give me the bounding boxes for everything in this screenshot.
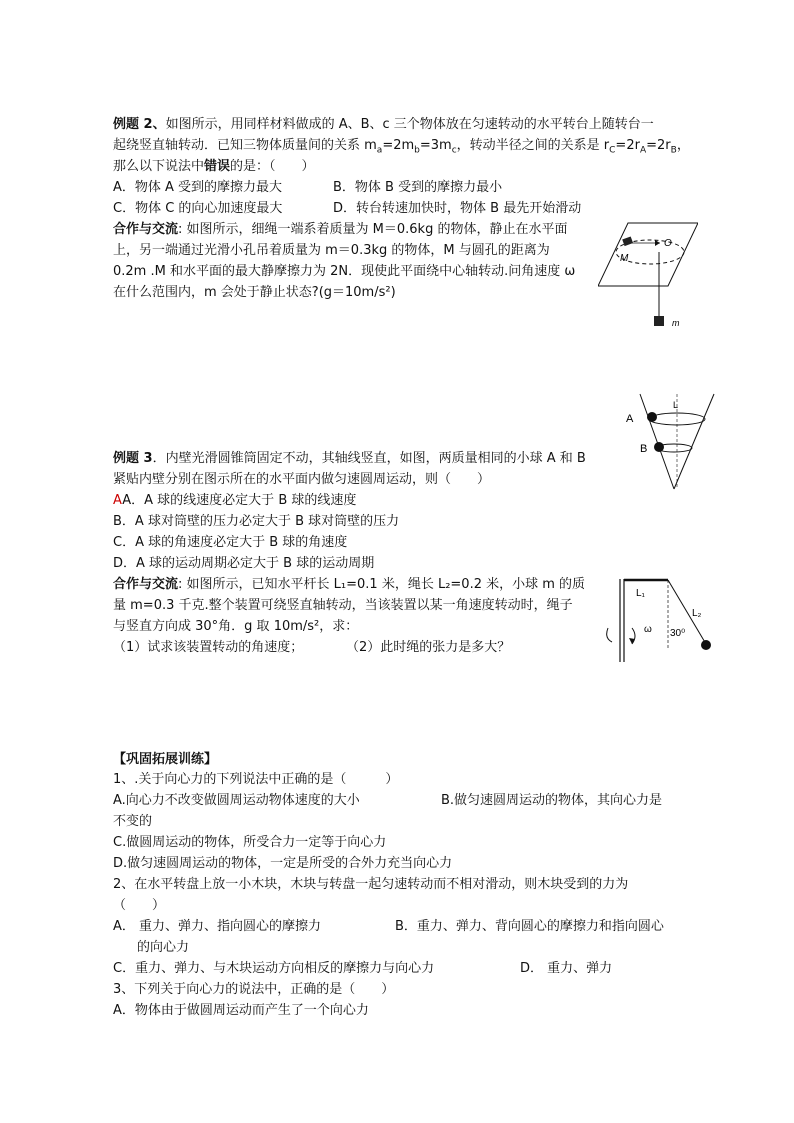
coop1-line2: 上，另一端通过光滑小孔吊着质量为 m＝0.3kg 的物体，M 与圆孔的距离为 bbox=[113, 243, 550, 258]
label-M: M bbox=[620, 253, 629, 264]
coop1-line4: 在什么范围内，m 会处于静止状态?(g＝10m/s²) bbox=[113, 285, 396, 300]
drill-q2-option-d: D． 重力、弹力 bbox=[520, 961, 613, 976]
label-L: L bbox=[673, 400, 679, 410]
example3-title: 例题 3 bbox=[113, 451, 153, 466]
example2-option-d: D．转台转速加快时，物体 B 最先开始滑动 bbox=[333, 201, 582, 216]
figure-cone bbox=[624, 392, 724, 492]
example3-option-d: D．A 球的运动周期必定大于 B 球的运动周期 bbox=[113, 556, 375, 571]
drill-q1-option-b-cont: 不变的 bbox=[113, 814, 153, 829]
coop2-line2: 量 m=0.3 千克.整个装置可绕竖直轴转动，当该装置以某一角速度转动时，绳子 bbox=[113, 598, 573, 613]
example2-option-a: A．物体 A 受到的摩擦力最大 bbox=[113, 180, 283, 195]
drill-q2-option-c: C．重力、弹力、与木块运动方向相反的摩擦力与向心力 bbox=[113, 961, 435, 976]
label-angle: 30⁰ bbox=[670, 628, 686, 639]
example2-option-b: B．物体 B 受到的摩擦力最小 bbox=[333, 180, 503, 195]
example3-line1: 例题 3．内壁光滑圆锥筒固定不动，其轴线竖直，如图，两质量相同的小球 A 和 B bbox=[113, 451, 586, 466]
example2-line1: 例题 2、如图所示，用同样材料做成的 A、B、c 三个物体放在匀速转动的水平转台上随转台一 bbox=[113, 117, 654, 132]
label-omega: ω bbox=[644, 624, 652, 635]
drill-q2-option-b: B．重力、弹力、背向圆心的摩擦力和指向圆心 bbox=[395, 919, 664, 934]
coop2-line3: 与竖直方向成 30°角．g 取 10m/s²，求： bbox=[113, 619, 359, 634]
drill-q1-option-d: D.做匀速圆周运动的物体，一定是所受的合外力充当向心力 bbox=[113, 856, 453, 871]
label-B: B bbox=[640, 443, 648, 455]
drill-q1-option-c: C.做圆周运动的物体，所受合力一定等于向心力 bbox=[113, 835, 387, 850]
drill-q3-option-a: A．物体由于做圆周运动而产生了一个向心力 bbox=[113, 1003, 369, 1018]
example2-line2: 起绕竖直轴转动．已知三物体质量间的关系 $m_a=2m_b=3m_c$，转动半径之间的关系是 $r_C=2r_A=2r_B$， bbox=[113, 138, 690, 156]
drill-question1: 1、.关于向心力的下列说法中正确的是（ ） bbox=[113, 772, 399, 787]
drill-q2-option-a: A． 重力、弹力、指向圆心的摩擦力 bbox=[113, 919, 322, 934]
emphasis-wrong: 错误 bbox=[204, 159, 231, 174]
label-A: A bbox=[626, 413, 634, 425]
coop2-line1: 合作与交流: 如图所示，已知水平杆长 L₁=0.1 米，绳长 L₂=0.2 米，小球 m 的质 bbox=[113, 577, 586, 592]
coop2-question1: （1）试求该装置转动的角速度； bbox=[113, 640, 304, 655]
coop2-label: 合作与交流 bbox=[113, 577, 179, 592]
label-O: O bbox=[664, 238, 672, 249]
label-L2: L₂ bbox=[692, 608, 702, 619]
example3-option-b: B．A 球对筒壁的压力必定大于 B 球对筒壁的压力 bbox=[113, 514, 400, 529]
figure-turntable bbox=[598, 218, 698, 338]
drill-q1-option-b: B.做匀速圆周运动的物体，其向心力是 bbox=[441, 793, 663, 808]
example2-title: 例题 2、 bbox=[113, 117, 166, 132]
drill-title: 【巩固拓展训练】 bbox=[113, 752, 218, 767]
figure-rotating-rod bbox=[600, 576, 716, 666]
example3-line2: 紧贴内壁分别在图示所在的水平面内做匀速圆周运动，则（ ） bbox=[113, 472, 491, 487]
coop1-label: 合作与交流 bbox=[113, 222, 179, 237]
drill-q2-option-b-cont: 的向心力 bbox=[137, 940, 190, 955]
drill-q1-option-a: A.向心力不改变做圆周运动物体速度的大小 bbox=[113, 793, 360, 808]
drill-question3: 3、下列关于向心力的说法中，正确的是（ ） bbox=[113, 982, 395, 997]
label-L1: L₁ bbox=[636, 588, 645, 599]
drill-question2-cont: （ ） bbox=[113, 898, 166, 913]
coop2-question2: （2）此时绳的张力是多大？ bbox=[346, 640, 511, 655]
label-m: m bbox=[672, 318, 680, 328]
coop1-line3: 0.2m .M 和水平面的最大静摩擦力为 2N．现使此平面绕中心轴转动.问角速度 ω bbox=[113, 264, 576, 279]
example3-option-c: C．A 球的角速度必定大于 B 球的角速度 bbox=[113, 535, 348, 550]
example2-line3: 那么以下说法中错误的是：（ ） bbox=[113, 159, 315, 174]
drill-question2: 2、在水平转盘上放一小木块，木块与转盘一起匀速转动而不相对滑动，则木块受到的力为 bbox=[113, 877, 629, 892]
example3-option-a: AA．A 球的线速度必定大于 B 球的线速度 bbox=[113, 493, 357, 508]
coop1-line1: 合作与交流: 如图所示，细绳一端系着质量为 M＝0.6kg 的物体，静止在水平面 bbox=[113, 222, 568, 237]
example2-option-c: C．物体 C 的向心加速度最大 bbox=[113, 201, 283, 216]
